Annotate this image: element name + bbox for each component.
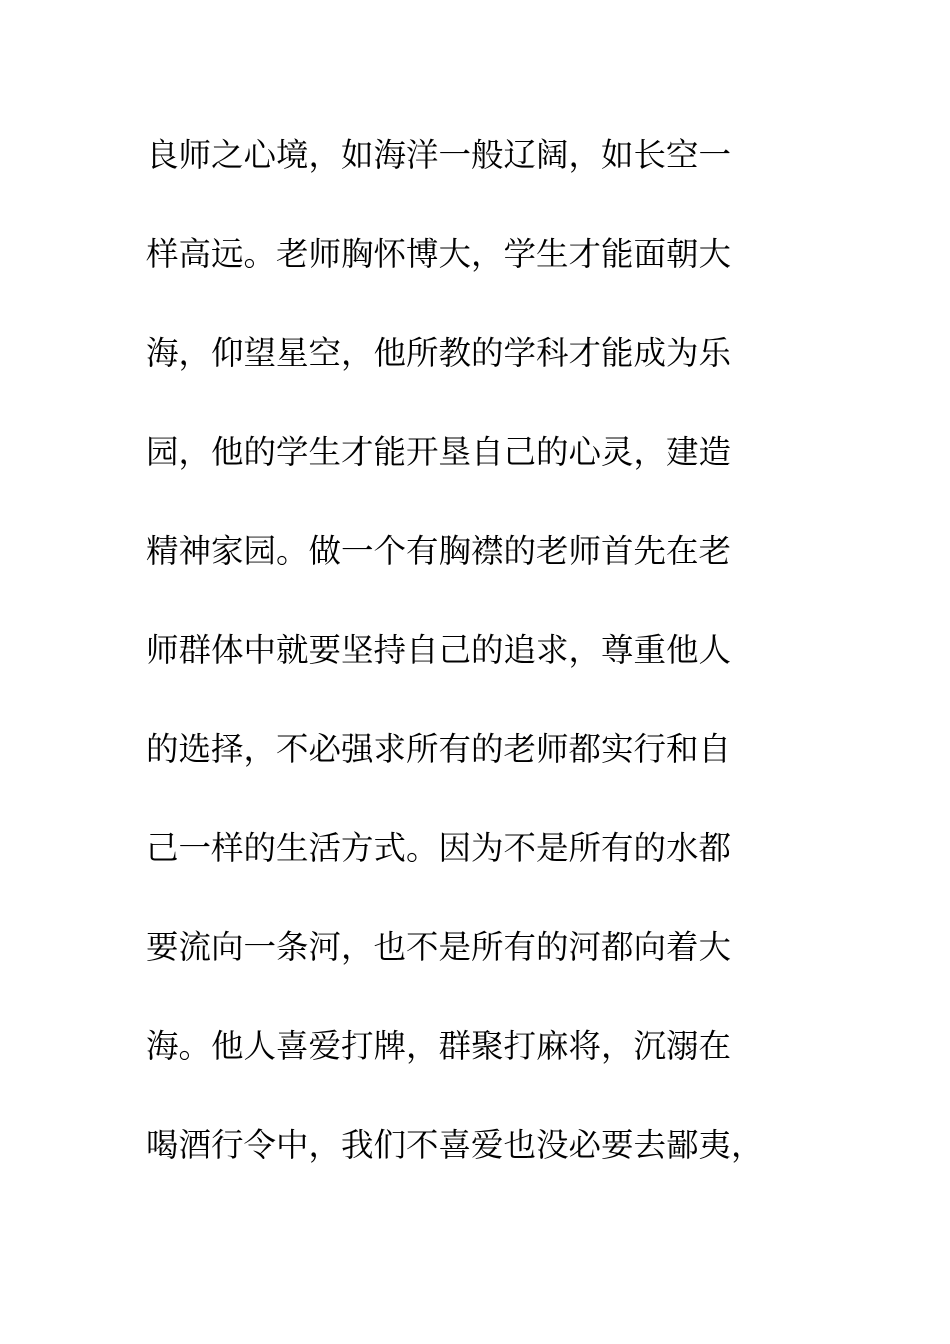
text-line: 精神家园。做一个有胸襟的老师首先在老 xyxy=(146,532,732,570)
text-line: 园，他的学生才能开垦自己的心灵，建造 xyxy=(146,433,732,471)
text-line: 海。他人喜爱打牌，群聚打麻将，沉溺在 xyxy=(146,1027,732,1065)
text-line: 喝酒行令中，我们不喜爱也没必要去鄙夷， xyxy=(146,1126,764,1164)
text-line: 要流向一条河，也不是所有的河都向着大 xyxy=(146,928,732,966)
body-paragraph xyxy=(146,126,806,1215)
text-line: 样高远。老师胸怀博大，学生才能面朝大 xyxy=(146,235,732,273)
text-line: 的选择，不必强求所有的老师都实行和自 xyxy=(146,730,732,768)
text-line: 师群体中就要坚持自己的追求，尊重他人 xyxy=(146,631,732,669)
text-line: 海，仰望星空，他所教的学科才能成为乐 xyxy=(146,334,732,372)
text-line: 己一样的生活方式。因为不是所有的水都 xyxy=(146,829,732,867)
text-line: 良师之心境，如海洋一般辽阔，如长空一 xyxy=(146,136,732,174)
